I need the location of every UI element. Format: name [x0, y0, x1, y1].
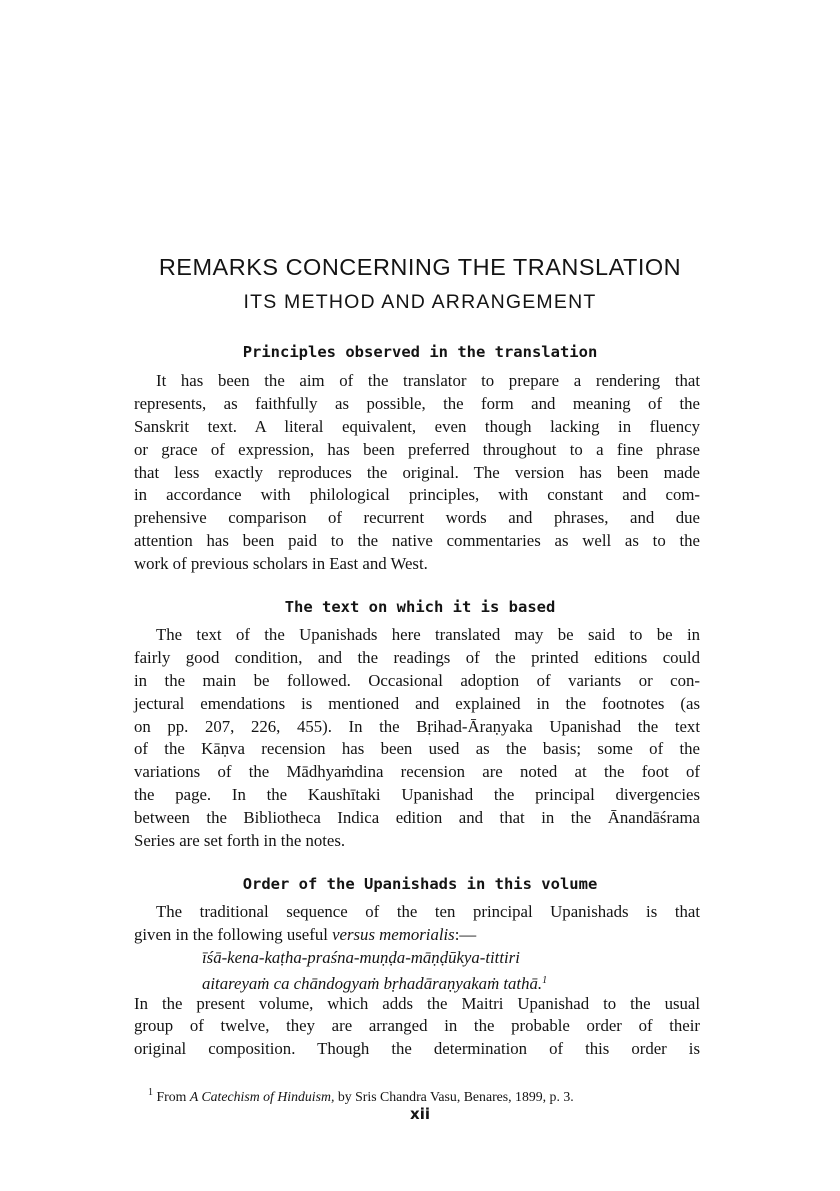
text-line: original composition. Though the determination of this order is	[134, 1039, 700, 1059]
footnote-title: A Catechism of Hinduism,	[189, 1089, 335, 1104]
verse-text: aitareyaṁ ca chāndogyaṁ bṛhadāraṇyakaṁ tathā.	[202, 973, 543, 993]
text-line: that less exactly reproduces the original. The version has been made	[134, 462, 700, 482]
paragraph-principles	[134, 370, 700, 576]
text-line: the page. In the Kaushītaki Upanishad the principal divergencies	[134, 785, 700, 805]
text-line: in the main be followed. Occasional adoption of variants or con-	[134, 670, 700, 690]
text-line: in accordance with philological principles, with constant and com-	[134, 485, 700, 505]
text-span: :—	[454, 924, 477, 944]
text-line: In the present volume, which adds the Maitri Upanishad to the usual	[134, 993, 700, 1013]
text-line: Sanskrit text. A literal equivalent, even though lacking in fluency	[134, 416, 700, 436]
text-line: of the Kāṇva recension has been used as the basis; some of the	[134, 739, 700, 759]
paragraph-text-basis	[134, 624, 700, 853]
text-line	[134, 924, 700, 947]
text-line: work of previous scholars in East and West.	[134, 554, 428, 574]
text-line: jectural emendations is mentioned and explained in the footnotes (as	[134, 693, 700, 713]
text-line: Series are set forth in the notes.	[134, 831, 346, 851]
text-line: prehensive comparison of recurrent words and phrases, and due	[134, 508, 700, 528]
paragraph-order	[134, 901, 700, 1061]
section-heading-order: Order of the Upanishads in this volume	[242, 875, 598, 893]
text-line: The text of the Upanishads here translated may be said to be in	[156, 625, 700, 644]
footnote-marker: 1	[542, 974, 548, 986]
page-title: REMARKS CONCERNING THE TRANSLATION	[158, 254, 682, 280]
text-line: The traditional sequence of the ten principal Upanishads is that	[156, 902, 700, 921]
text-line: group of twelve, they are arranged in the probable order of their	[134, 1016, 700, 1036]
footnote-prefix: From	[156, 1089, 187, 1104]
text-line: It has been the aim of the translator to prepare a rendering that	[156, 371, 700, 390]
verse-line	[134, 970, 700, 993]
footnote-rest: by Sris Chandra Vasu, Benares, 1899, p. 3.	[337, 1089, 574, 1104]
page-number: xii	[410, 1105, 430, 1123]
text-line: between the Bibliotheca Indica edition and that in the Ānandāśrama	[134, 808, 700, 828]
text-line: variations of the Mādhyaṁdina recension are noted at the foot of	[134, 762, 700, 782]
verse-line: īśā-kena-kaṭha-praśna-muṇḍa-māṇḍūkya-tittiri	[202, 947, 520, 967]
section-heading-text-basis: The text on which it is based	[284, 598, 556, 616]
footnote-marker: 1	[148, 1087, 153, 1098]
text-span: given in the following useful	[134, 924, 328, 944]
text-line: fairly good condition, and the readings of the printed editions could	[134, 647, 700, 667]
text-line: attention has been paid to the native commentaries as well as to the	[134, 531, 700, 551]
text-line: on pp. 207, 226, 455). In the Bṛihad-Āraṇyaka Upanishad the text	[134, 716, 700, 736]
section-heading-principles: Principles observed in the translation	[242, 343, 598, 361]
page-subtitle: ITS METHOD AND ARRANGEMENT	[243, 291, 597, 313]
versus-memorialis-term: versus memorialis	[332, 924, 455, 944]
footnote	[148, 1087, 574, 1105]
text-line: or grace of expression, has been preferred throughout to a fine phrase	[134, 439, 700, 459]
text-line: represents, as faithfully as possible, the form and meaning of the	[134, 393, 700, 413]
